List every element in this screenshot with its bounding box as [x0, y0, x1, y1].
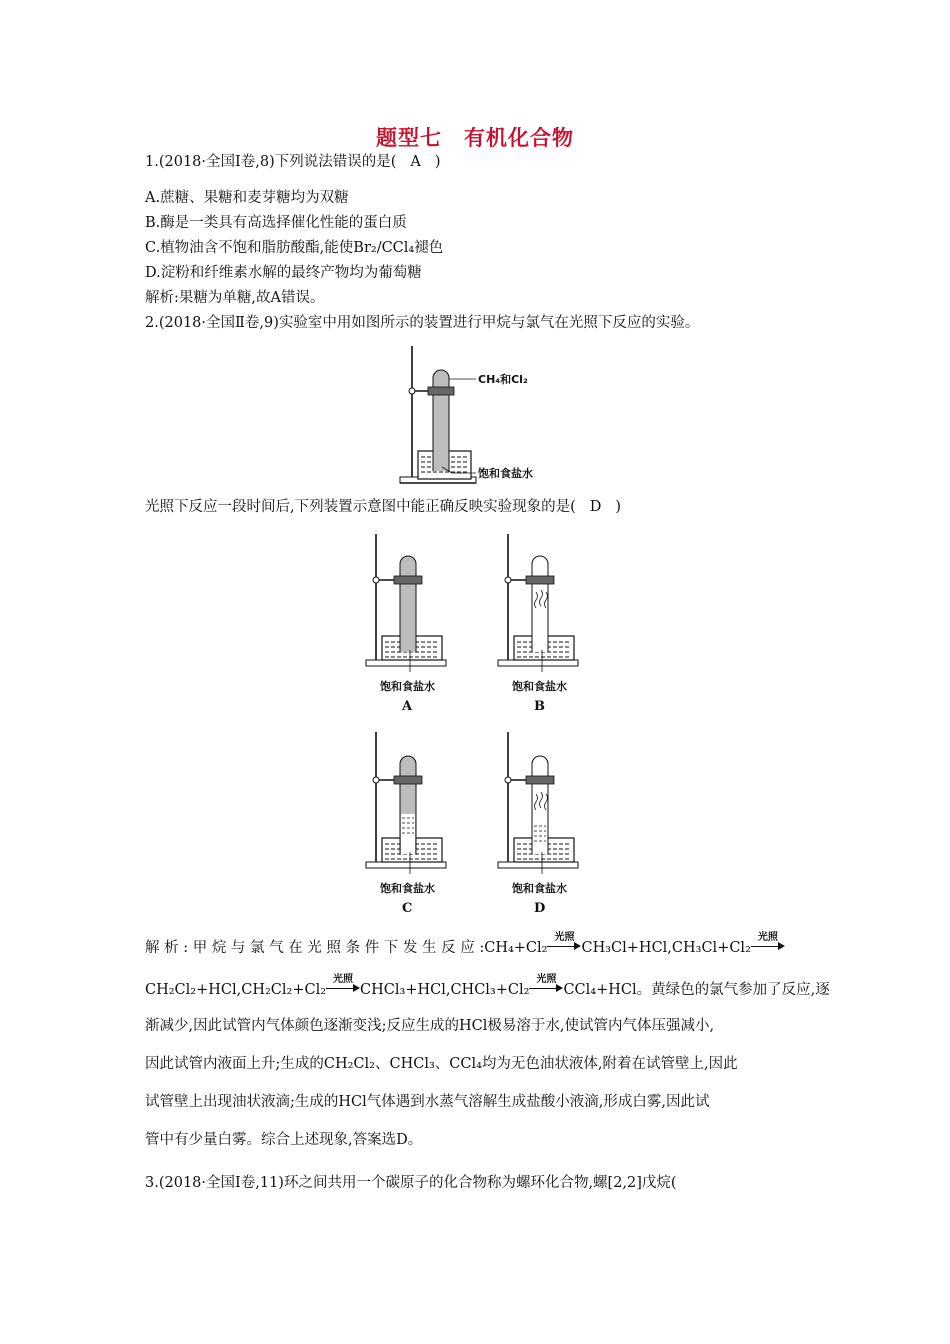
q1-answer: A [410, 154, 421, 170]
analysis-line-2 [145, 974, 830, 999]
analysis-2a: CH₂Cl₂+HCl,CH₂Cl₂+Cl₂ [145, 982, 327, 998]
q1-option-c: C.植物油含不饱和脂肪酸酯,能使Br₂/CCl₄褪色 [145, 240, 444, 256]
q1-option-b: B.酶是一类具有高选择催化性能的蛋白质 [145, 215, 407, 231]
arrow-3 [326, 974, 360, 996]
analysis-2b: CHCl₃+HCl,CHCl₃+Cl₂ [360, 982, 530, 998]
apparatus-figure [396, 343, 566, 488]
option-b-letter: B [534, 699, 545, 714]
q3-stem: 3.(2018·全国Ⅰ卷,11)环之间共用一个碳原子的化合物称为螺环化合物,螺[2,2]戊烷( [145, 1175, 677, 1191]
analysis-line-3: 渐减少,因此试管内气体颜色逐渐变浅;反应生成的HCl极易溶于水,使试管内气体压强减小, [145, 1018, 715, 1034]
option-a-letter: A [402, 699, 413, 714]
q1-option-a: A.蔗糖、果糖和麦芽糖均为双糖 [145, 190, 349, 206]
analysis-line-1 [145, 932, 785, 957]
q1-stem [145, 152, 441, 172]
q2-answer: D [589, 499, 602, 515]
option-c-letter: C [402, 901, 413, 916]
analysis-line-4: 因此试管内液面上升;生成的CH₂Cl₂、CHCl₃、CCl₄均为无色油状液体,附着在试管壁上,因此 [145, 1056, 738, 1072]
arrow-1 [547, 932, 581, 954]
q1-analysis: 解析:果糖为单糖,故A错误。 [145, 290, 325, 306]
q1-close: ) [434, 154, 441, 170]
option-d-figure [496, 730, 586, 916]
analysis-2c: CCl₄+HCl。黄绿色的氯气参加了反应,逐 [563, 982, 830, 998]
q2-close: ) [615, 499, 622, 515]
option-a-label: 饱和食盐水 [380, 680, 435, 693]
option-d-label: 饱和食盐水 [512, 882, 567, 895]
q2-question [145, 497, 621, 517]
analysis-line-6: 管中有少量白雾。综合上述现象,答案选D。 [145, 1132, 423, 1148]
arrow-3-label: 光照 [333, 974, 354, 985]
arrow-4-label: 光照 [536, 974, 557, 985]
q1-stem-text: 1.(2018·全国Ⅰ卷,8)下列说法错误的是( [145, 154, 397, 170]
q2-stem: 2.(2018·全国Ⅱ卷,9)实验室中用如图所示的装置进行甲烷与氯气在光照下反应的实验。 [145, 315, 700, 331]
option-d-letter: D [534, 901, 546, 916]
water-label: 饱和食盐水 [478, 467, 533, 480]
q1-option-d: D.淀粉和纤维素水解的最终产物均为葡萄糖 [145, 265, 422, 281]
arrow-1-label: 光照 [554, 932, 575, 943]
option-c-label: 饱和食盐水 [380, 882, 435, 895]
arrow-2 [751, 932, 785, 954]
page-title: 题型七 有机化合物 [376, 126, 574, 150]
analysis-1b: CH₃Cl+HCl,CH₃Cl+Cl₂ [581, 940, 751, 956]
option-a-figure [364, 532, 454, 714]
analysis-1a: 解 析 : 甲 烷 与 氯 气 在 光 照 条 件 下 发 生 反 应 :CH₄+Cl₂ [145, 940, 548, 956]
arrow-2-label: 光照 [757, 932, 778, 943]
arrow-4 [529, 974, 563, 996]
analysis-line-5: 试管壁上出现油状液滴;生成的HCl气体遇到水蒸气溶解生成盐酸小液滴,形成白雾,因此试 [145, 1094, 710, 1110]
option-c-figure [364, 730, 454, 916]
gas-label: CH₄和Cl₂ [478, 373, 528, 386]
option-b-figure [496, 532, 586, 714]
q2-question-text: 光照下反应一段时间后,下列装置示意图中能正确反映实验现象的是( [145, 499, 576, 515]
option-b-label: 饱和食盐水 [512, 680, 567, 693]
